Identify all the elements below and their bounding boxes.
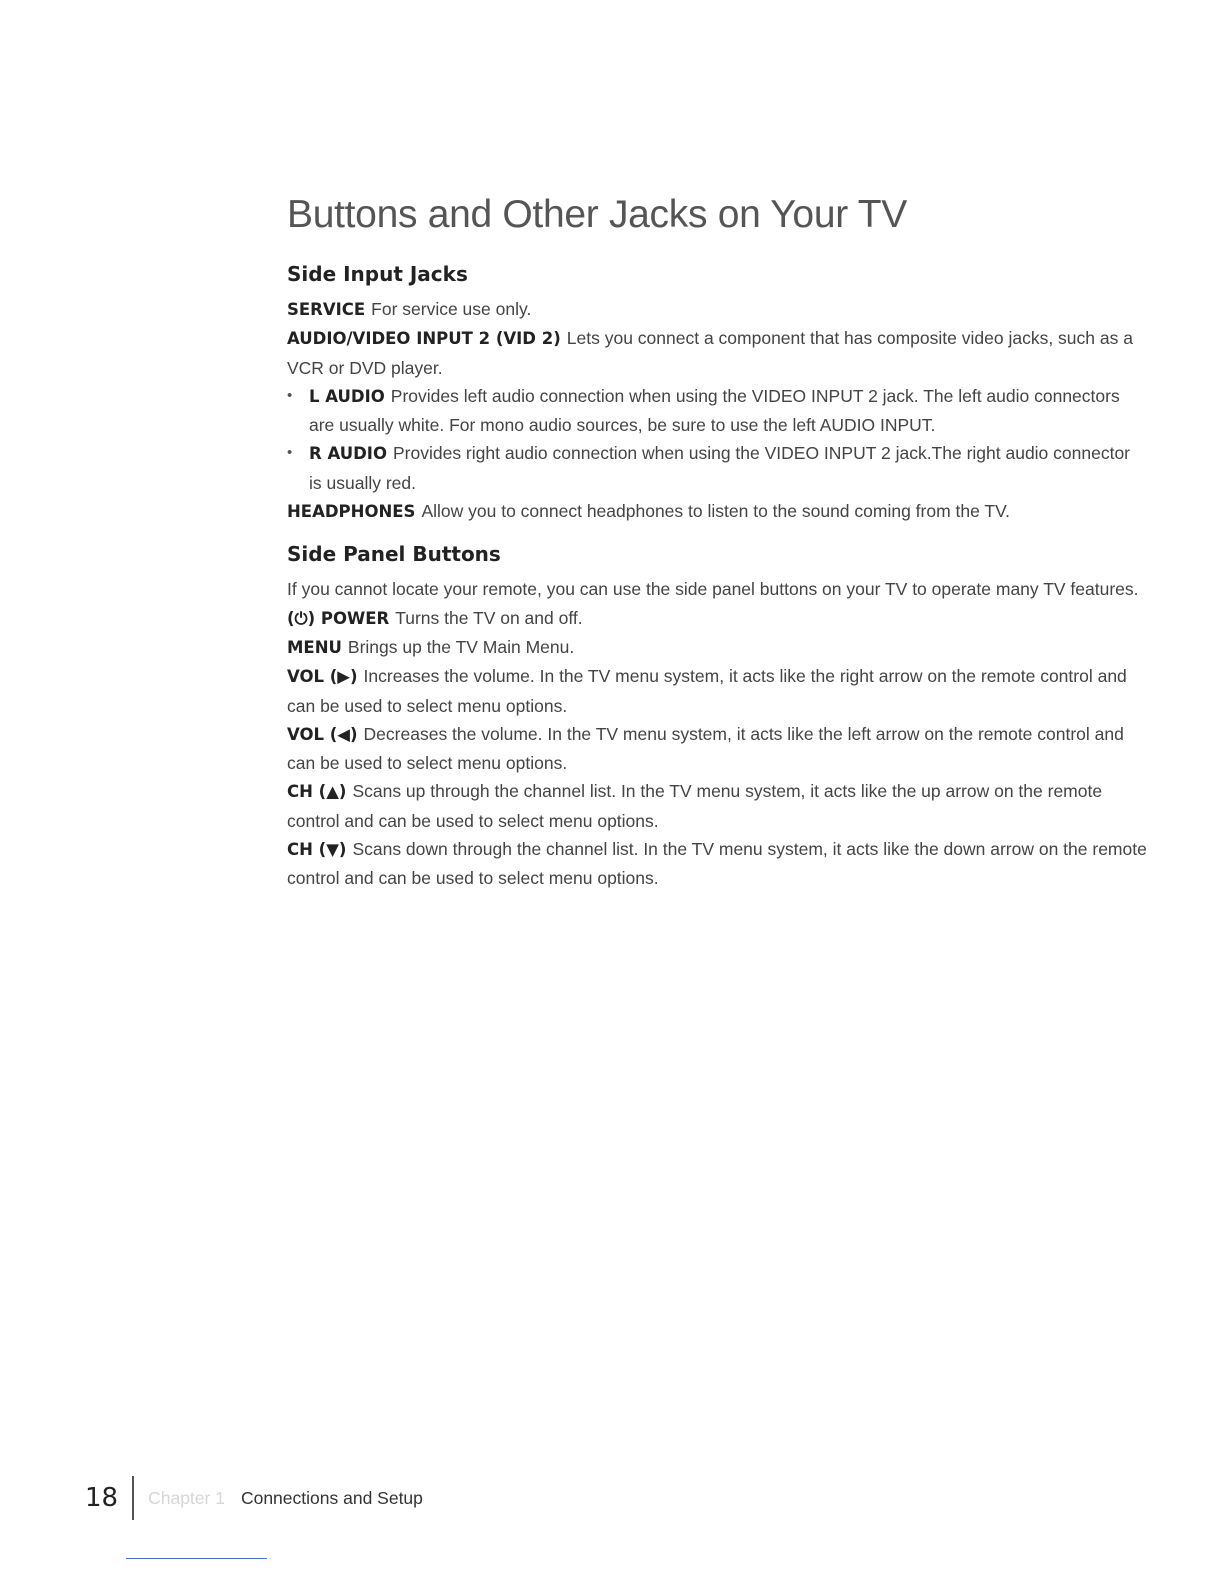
- menu-text: Brings up the TV Main Menu.: [347, 636, 575, 657]
- av-input-entry: [287, 324, 1147, 382]
- ch-down-text: Scans down through the channel list. In the TV menu system, it acts like the down arrow on the remote control and can be used to select menu options.: [287, 839, 1147, 889]
- side-input-jacks-heading: Side Input Jacks: [287, 262, 468, 286]
- headphones-term: HEADPHONES: [287, 502, 416, 522]
- menu-entry: [287, 633, 1147, 662]
- page-content: [287, 188, 1147, 893]
- service-text: For service use only.: [371, 299, 532, 319]
- vol-up-text: Increases the volume. In the TV menu system, it acts like the right arrow on the remote control and can be used to select menu options.: [287, 666, 1127, 716]
- side-panel-buttons-heading: Side Panel Buttons: [287, 542, 501, 567]
- vol-down-entry: [287, 720, 1147, 778]
- bullet-icon: •: [287, 386, 293, 404]
- ch-up-term: CH (▲): [287, 782, 347, 802]
- list-item-r-audio: [287, 439, 1147, 497]
- page-footer: [85, 1476, 423, 1520]
- vol-down-text: Decreases the volume. In the TV menu system, it acts like the left arrow on the remote control and can be used to select menu options.: [287, 723, 1124, 774]
- av-input-text: Lets you connect a component that has composite video jacks, such as a VCR or DVD player.: [287, 328, 1133, 378]
- power-entry: [287, 604, 1147, 633]
- ch-up-text: Scans up through the channel list. In the TV menu system, it acts like the up arrow on the remote control and can be used to select menu options.: [287, 781, 1103, 831]
- ch-down-term: CH (▼): [287, 840, 347, 860]
- r-audio-text: Provides right audio connection when using the VIDEO INPUT 2 jack.The right audio connector is usually red.: [309, 443, 1131, 493]
- r-audio-term: R AUDIO: [309, 444, 387, 464]
- power-text: Turns the TV on and off.: [395, 607, 583, 628]
- menu-term: MENU: [287, 637, 342, 657]
- footer-chapter: Chapter 1: [148, 1487, 225, 1508]
- headphones-text: Allow you to connect headphones to listen to the sound coming from the TV.: [421, 501, 1011, 522]
- bullet-icon: •: [287, 444, 293, 462]
- footer-section-title: Connections and Setup: [240, 1487, 423, 1508]
- headphones-entry: [287, 497, 1147, 526]
- av-input-term: AUDIO/VIDEO INPUT 2 (VID 2): [287, 329, 561, 349]
- power-term: (⏻) POWER: [287, 608, 390, 628]
- bottom-rule: [126, 1558, 267, 1559]
- list-item-l-audio: [287, 382, 1147, 440]
- page-number: 18: [85, 1483, 119, 1513]
- side-panel-intro: If you cannot locate your remote, you can use the side panel buttons on your TV to operate many TV features.: [287, 579, 1139, 600]
- service-entry: [287, 295, 1147, 324]
- vol-up-term: VOL (▶): [287, 667, 358, 687]
- ch-down-entry: [287, 835, 1147, 893]
- footer-divider: [132, 1476, 134, 1520]
- l-audio-term: L AUDIO: [309, 386, 385, 406]
- ch-up-entry: [287, 777, 1147, 835]
- vol-up-entry: [287, 662, 1147, 720]
- page-title: Buttons and Other Jacks on Your TV: [287, 193, 907, 236]
- vol-down-term: VOL (◀): [287, 724, 358, 744]
- service-term: SERVICE: [287, 300, 366, 319]
- l-audio-text: Provides left audio connection when using the VIDEO INPUT 2 jack. The left audio connectors are usually white. For mono audio sources, be sure to use the left AUDIO INPUT.: [309, 385, 1120, 436]
